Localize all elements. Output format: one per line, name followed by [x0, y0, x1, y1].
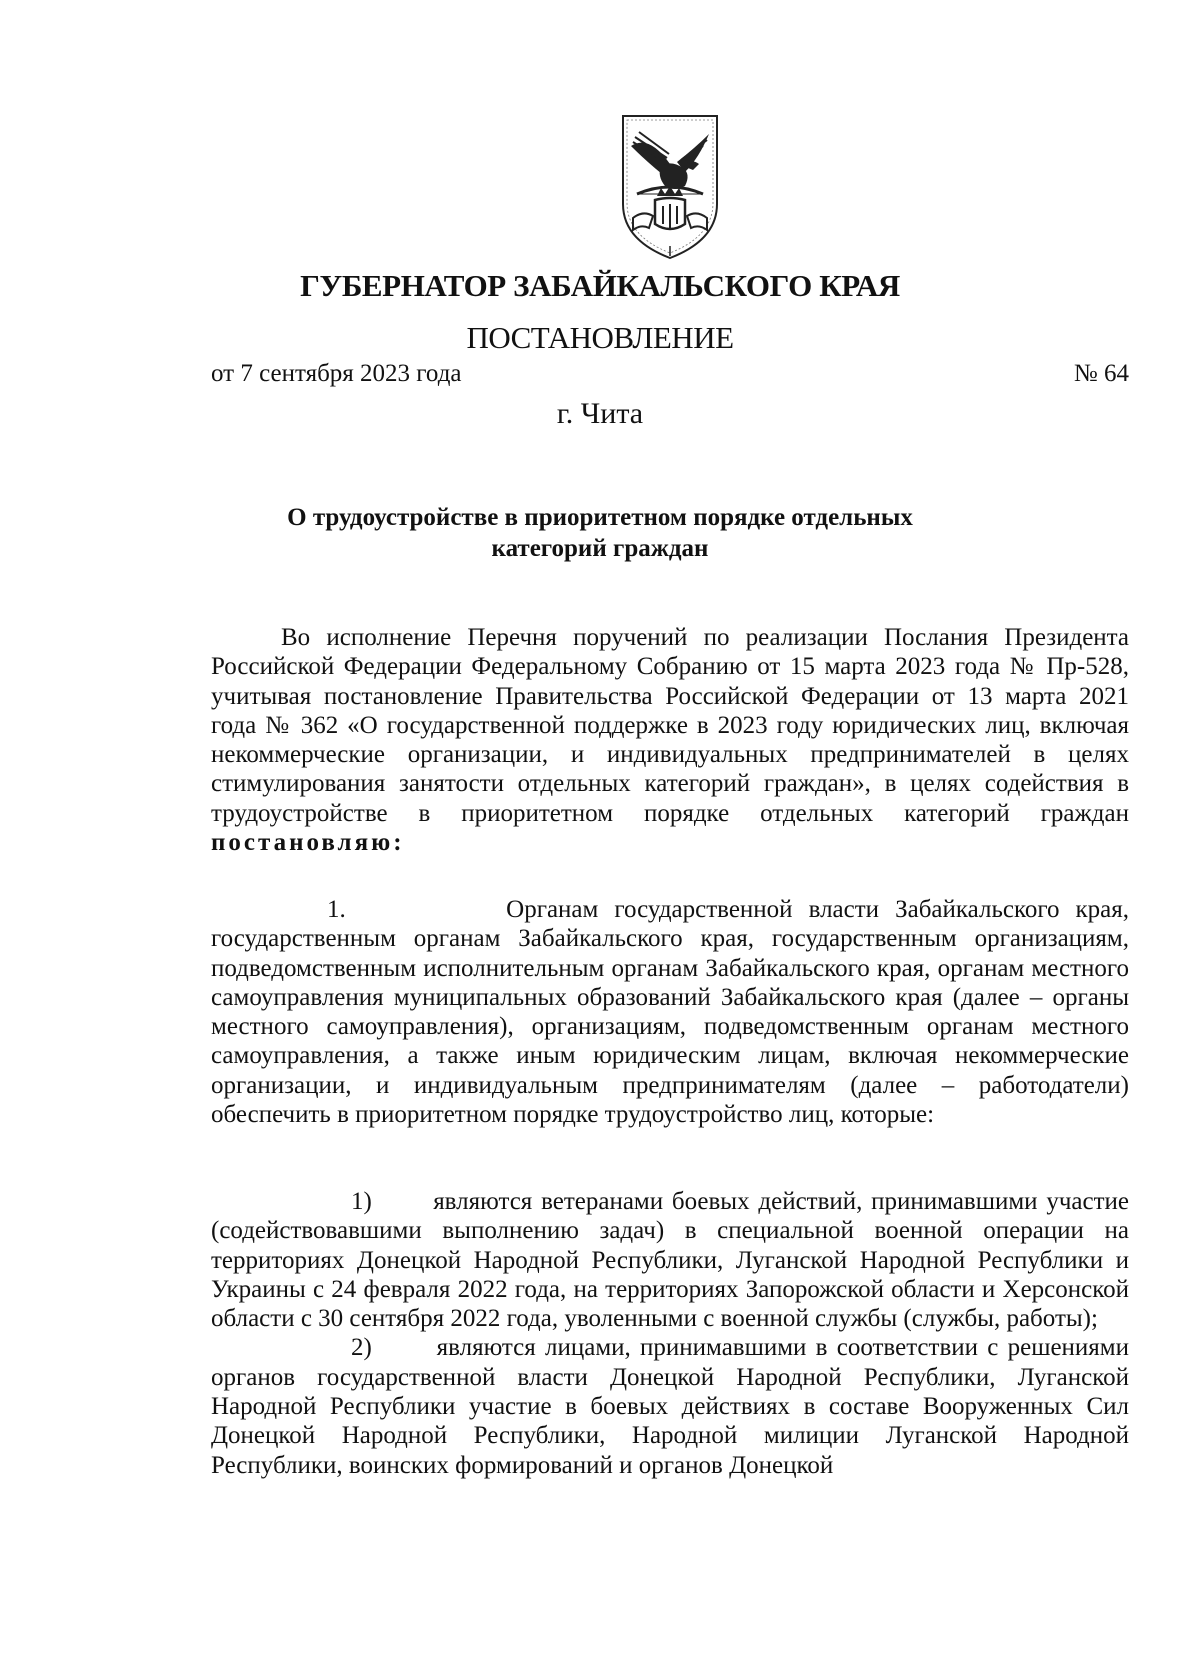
- subitem-1-number: 1): [351, 1188, 372, 1215]
- preamble-text: Во исполнение Перечня поручений по реализации Послания Президента Российской Федерации Федеральному Собранию от 15 марта 2023 года № Пр-528, учитывая постановление Правительства Российской Федерации от 13 марта 2021 года № 362 «О государственной поддержке в 2023 году юридических лиц, включая некоммерческие организации, и индивидуальных предпринимателей в целях стимулирования занятости отдельных категорий граждан», в целях содействия в трудоустройстве в приоритетном порядке отдельных категорий граждан: [211, 624, 1129, 827]
- item-1-text: Органам государственной власти Забайкальского края, государственным органам Забайкальского края, государственным организациям, подведомственным исполнительным органам Забайкальского края, органам местного самоуправления муниципальных образований Забайкальского края (далее – органы местного самоуправления), организациям, подведомственным органам местного самоуправления, а также иным юридическим лицам, включая некоммерческие организации, и индивидуальным предпринимателям (далее – работодатели) обеспечить в приоритетном порядке трудоустройство лиц, которые:: [211, 896, 1129, 1129]
- subitems-section: [211, 1187, 1129, 1480]
- item-1-paragraph: [211, 895, 1129, 1129]
- item-1-section: [211, 895, 1129, 1129]
- document-date: от 7 сентября 2023 года: [211, 360, 462, 387]
- document-subject: [0, 502, 1200, 564]
- item-1-number: 1.: [327, 896, 346, 923]
- subitem-2-paragraph: [211, 1333, 1129, 1479]
- document-city: г. Чита: [556, 397, 644, 430]
- resolve-word: постановляю:: [211, 829, 405, 857]
- authority-title: ГУБЕРНАТОР ЗАБАЙКАЛЬСКОГО КРАЯ: [300, 268, 900, 303]
- subject-line-1: О трудоустройстве в приоритетном порядке отдельных: [287, 504, 913, 531]
- subject-line-2: категорий граждан: [491, 535, 709, 562]
- coat-of-arms-icon: [615, 112, 725, 262]
- preamble-section: [211, 623, 1129, 857]
- subitem-2-text: являются лицами, принимавшими в соответствии с решениями органов государственной власти Донецкой Народной Республики, Луганской Народной Республики участие в боевых действиях в составе Вооруженных Сил Донецкой Народной Республики, Народной милиции Луганской Народной Республики, воинских формирований и органов Донецкой: [211, 1334, 1130, 1479]
- document-number: № 64: [1073, 360, 1129, 387]
- subitem-2-number: 2): [351, 1334, 372, 1362]
- subitem-1-text: являются ветеранами боевых действий, принимавшими участие (содействовавшими выполнению задач) в специальной военной операции на территориях Донецкой Народной Республики, Луганской Народной Республики и Украины с 24 февраля 2022 года, на территориях Запорожской области и Херсонской области с 30 сентября 2022 года, уволенными с военной службы (службы, работы);: [211, 1188, 1129, 1333]
- subitem-1-paragraph: [211, 1187, 1129, 1333]
- preamble-paragraph: [211, 623, 1129, 857]
- document-type: ПОСТАНОВЛЕНИЕ: [466, 320, 734, 355]
